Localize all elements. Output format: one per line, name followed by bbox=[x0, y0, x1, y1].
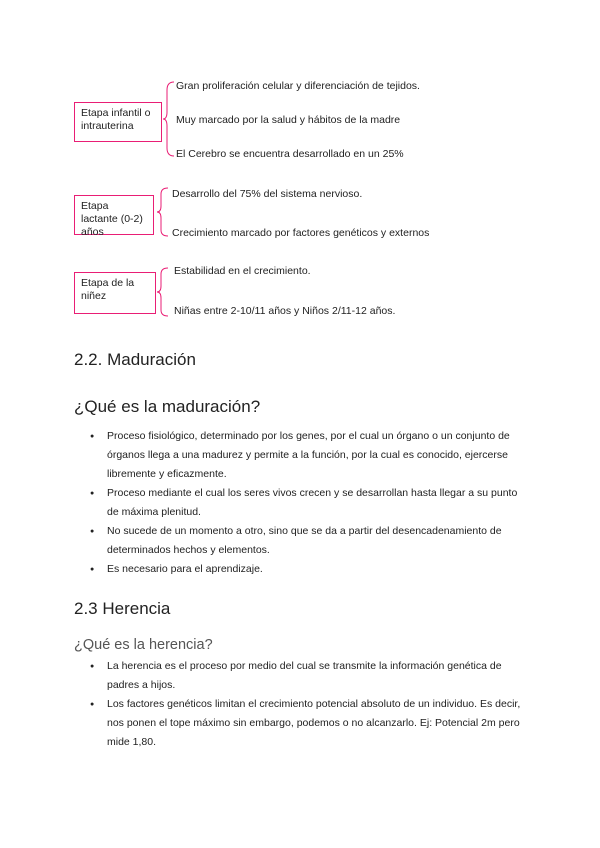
stage-box-lactante bbox=[74, 195, 154, 238]
stage-item: Gran proliferación celular y diferenciación de tejidos. bbox=[176, 80, 420, 92]
stage-label: Etapa lactante (0-2) años bbox=[81, 200, 143, 238]
question-heading-herencia: ¿Qué es la herencia? bbox=[74, 637, 213, 653]
stage-label: Etapa infantil o intrauterina bbox=[81, 107, 151, 132]
bullet-list-maduracion bbox=[90, 427, 530, 579]
stage-label: Etapa de la niñez bbox=[81, 277, 135, 302]
list-item: ● Proceso fisiológico, determinado por los genes, por el cual un órgano o un conjunto de órganos llega a una madurez y permite a la función, por la cual es conocido, ejercerse libremente y eficazmente. bbox=[90, 427, 530, 484]
question-heading-maduracion: ¿Qué es la maduración? bbox=[74, 397, 261, 416]
list-item: ● Proceso mediante el cual los seres vivos crecen y se desarrollan hasta llegar a su punto de máxima plenitud. bbox=[90, 484, 530, 522]
brace-icon bbox=[156, 266, 170, 318]
section-heading-herencia: 2.3 Herencia bbox=[74, 599, 171, 618]
brace-icon bbox=[162, 80, 176, 158]
list-item: ● La herencia es el proceso por medio del cual se transmite la información genética de padres a hijos. bbox=[90, 657, 530, 695]
stage-item: Muy marcado por la salud y hábitos de la madre bbox=[176, 114, 401, 126]
list-item: ● Es necesario para el aprendizaje. bbox=[90, 560, 530, 579]
stage-item: Niñas entre 2-10/11 años y Niños 2/11-12 años. bbox=[174, 305, 396, 317]
list-item: ● No sucede de un momento a otro, sino que se da a partir del desencadenamiento de determinados hechos y elementos. bbox=[90, 522, 530, 560]
brace-icon bbox=[156, 186, 170, 238]
stage-item: Estabilidad en el crecimiento. bbox=[174, 265, 311, 277]
stage-item: Desarrollo del 75% del sistema nervioso. bbox=[172, 188, 363, 200]
stage-box-infantil bbox=[74, 102, 162, 142]
list-item: ● Los factores genéticos limitan el crecimiento potencial absoluto de un individuo. Es decir, nos ponen el tope máximo sin embargo, podemos o no alcanzarlo. Ej: Potencial 2m pero mide 1,80. bbox=[90, 695, 530, 752]
stage-box-ninez bbox=[74, 272, 156, 314]
section-heading-maduracion: 2.2. Maduración bbox=[74, 350, 196, 369]
stage-item: Crecimiento marcado por factores genéticos y externos bbox=[172, 227, 430, 239]
stage-item: El Cerebro se encuentra desarrollado en un 25% bbox=[176, 148, 404, 160]
bullet-list-herencia bbox=[90, 657, 530, 752]
